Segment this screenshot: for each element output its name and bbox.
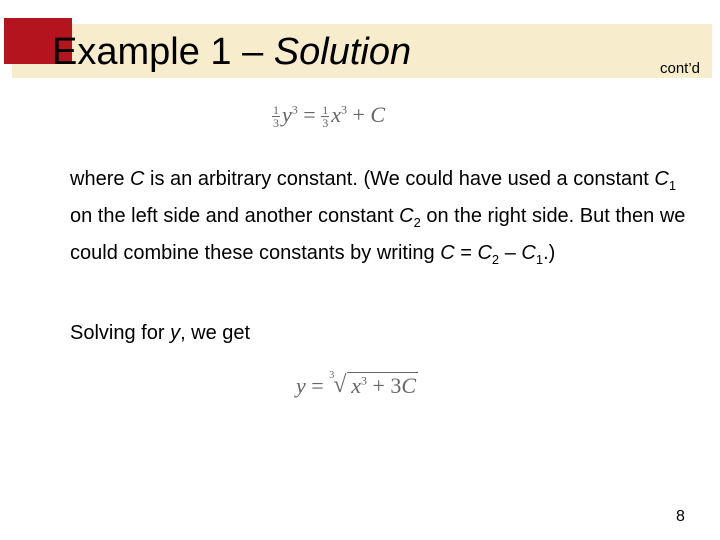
coefficient: 3	[390, 373, 402, 398]
slide-title	[52, 28, 411, 76]
plus-sign: +	[352, 102, 365, 127]
equation-integrated	[272, 102, 385, 136]
var-y: y	[296, 373, 306, 398]
constant-c: C	[130, 168, 145, 190]
constant-c: C	[370, 102, 386, 127]
page-number: 8	[676, 508, 685, 525]
constant-c: C	[399, 205, 414, 227]
equals-sign: =	[303, 102, 316, 127]
fraction-numerator: 1	[322, 103, 329, 118]
explanation-paragraph	[70, 164, 700, 275]
var-y: y	[170, 322, 181, 344]
fraction-left	[272, 104, 280, 129]
constant-c: C	[477, 242, 492, 264]
title-main: Example 1 –	[52, 31, 274, 73]
continued-label: cont’d	[660, 60, 701, 77]
radical-sign-icon: √	[333, 372, 347, 398]
text-run: where	[70, 168, 131, 190]
exponent: 3	[291, 102, 298, 117]
constant-c: C	[440, 242, 455, 264]
solving-paragraph	[70, 318, 700, 349]
subscript: 2	[491, 252, 500, 267]
var-x: x	[351, 373, 361, 398]
constant-c: C	[401, 373, 417, 398]
text-run: on the left side and another constant	[70, 205, 400, 227]
constant-c: C	[654, 168, 669, 190]
fraction-numerator: 1	[273, 103, 279, 118]
constant-c: C	[521, 242, 536, 264]
fraction-right	[321, 104, 329, 129]
var-x: x	[331, 102, 341, 127]
text-run: , we get	[180, 322, 251, 344]
exponent: 3	[340, 102, 347, 117]
text-run: =	[454, 242, 478, 264]
radicand	[347, 372, 418, 399]
text-run: Solving for	[70, 322, 171, 344]
subscript: 1	[668, 178, 677, 193]
equation-solution	[296, 372, 418, 406]
text-run: on the right side. But then we could combine these constants by writing	[70, 205, 686, 264]
text-run: is an arbitrary constant. (We could have used a constant	[144, 168, 655, 190]
var-y: y	[282, 102, 292, 127]
exponent: 3	[360, 373, 367, 388]
equals-sign: =	[311, 373, 324, 398]
plus-sign: +	[372, 373, 385, 398]
subscript: 2	[413, 215, 421, 230]
cube-root	[329, 372, 418, 399]
text-run: –	[499, 242, 522, 264]
subscript: 1	[535, 252, 544, 267]
text-run: .)	[543, 242, 556, 264]
title-solution: Solution	[273, 31, 412, 73]
root-index: 3	[329, 370, 335, 381]
fraction-denominator: 3	[273, 116, 279, 131]
fraction-denominator: 3	[322, 116, 329, 131]
